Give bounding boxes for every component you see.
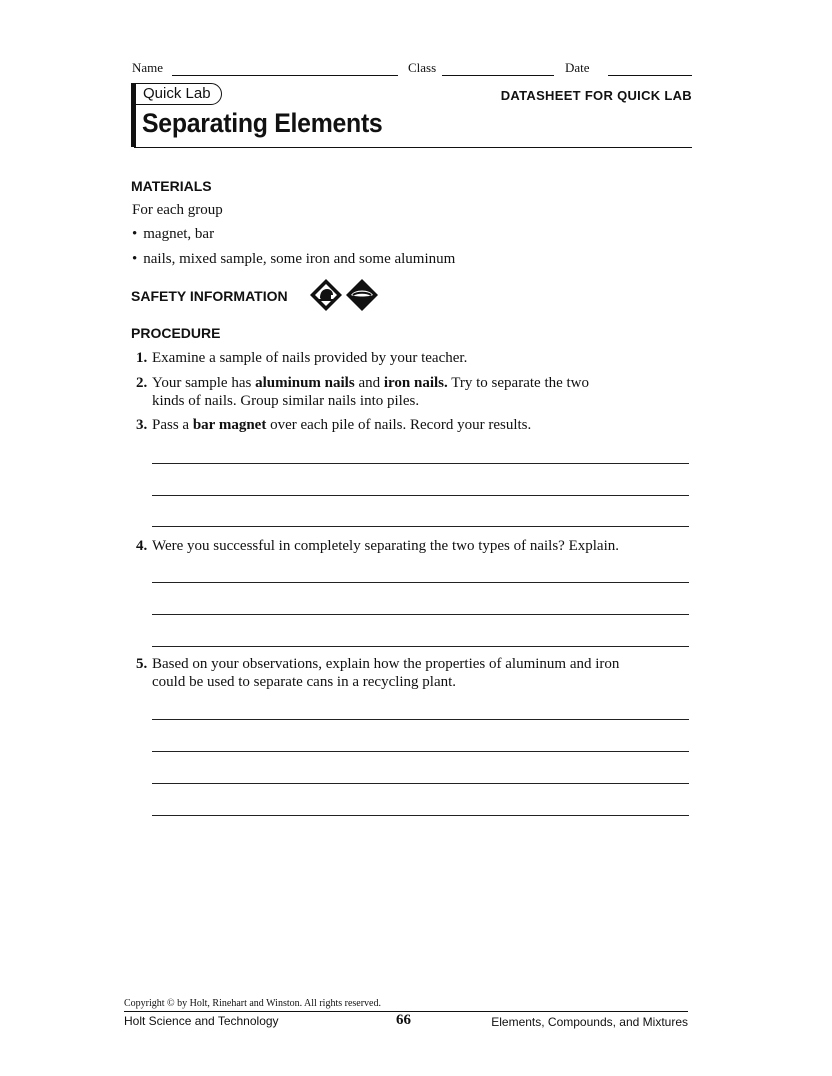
answer-line-step4-3[interactable] <box>152 646 689 647</box>
step-text: Try to separate the two <box>447 375 590 391</box>
step-text: over each pile of nails. Record your results. <box>266 417 532 433</box>
step-text-continued: could be used to separate cans in a recycling plant. <box>152 674 457 690</box>
materials-intro: For each group <box>132 202 223 218</box>
answer-line-step4-2[interactable] <box>152 614 689 615</box>
answer-line-step3-1[interactable] <box>152 463 689 464</box>
answer-line-step3-2[interactable] <box>152 495 689 496</box>
date-field[interactable] <box>608 75 692 76</box>
step-number: 3. <box>136 417 148 433</box>
header-fields <box>132 60 692 80</box>
step-number: 5. <box>136 656 148 672</box>
step-text-continued: kinds of nails. Group similar nails into piles. <box>152 393 420 409</box>
footer-publisher: Holt Science and Technology <box>124 1014 279 1028</box>
procedure-step-4 <box>136 537 696 555</box>
procedure-step-3 <box>136 416 696 434</box>
eye-safety-icon <box>346 279 378 311</box>
step-number: 2. <box>136 375 148 391</box>
page-title: Separating Elements <box>142 108 383 138</box>
answer-line-step4-1[interactable] <box>152 582 689 583</box>
answer-line-step5-2[interactable] <box>152 751 689 752</box>
step-text: Based on your observations, explain how the properties of aluminum and iron <box>152 656 620 672</box>
answer-line-step5-3[interactable] <box>152 783 689 784</box>
page-number: 66 <box>396 1012 411 1028</box>
copyright-notice: Copyright © by Holt, Rinehart and Winston. All rights reserved. <box>124 998 381 1009</box>
hand-safety-icon <box>310 279 342 311</box>
procedure-step-2 <box>136 374 696 410</box>
materials-item-nails: • nails, mixed sample, some iron and some aluminum <box>132 251 455 268</box>
name-field[interactable] <box>172 75 398 76</box>
quick-lab-tag: Quick Lab <box>134 83 222 105</box>
step-text: and <box>354 375 384 391</box>
step-number: 1. <box>136 350 148 366</box>
step-emphasis: aluminum nails <box>255 375 355 391</box>
step-text: Your sample has <box>152 375 256 391</box>
materials-heading: MATERIALS <box>131 178 212 194</box>
safety-icons <box>309 278 381 314</box>
procedure-step-1 <box>136 349 696 367</box>
datasheet-title: DATASHEET FOR QUICK LAB <box>500 88 692 103</box>
step-number: 4. <box>136 538 148 554</box>
date-label: Date <box>565 60 590 75</box>
materials-item-magnet: • magnet, bar <box>132 226 214 243</box>
footer-chapter: Elements, Compounds, and Mixtures <box>491 1015 688 1029</box>
title-divider <box>134 147 692 148</box>
procedure-heading: PROCEDURE <box>131 325 221 341</box>
step-emphasis: bar magnet <box>192 417 267 433</box>
step-emphasis: iron nails. <box>383 375 448 391</box>
name-label: Name <box>132 60 164 75</box>
answer-line-step5-1[interactable] <box>152 719 689 720</box>
class-field[interactable] <box>442 75 554 76</box>
step-text: Examine a sample of nails provided by your teacher. <box>152 350 468 366</box>
answer-line-step3-3[interactable] <box>152 526 689 527</box>
step-text: Were you successful in completely separating the two types of nails? Explain. <box>152 538 619 554</box>
procedure-step-5 <box>136 655 696 691</box>
class-label: Class <box>408 60 437 75</box>
step-text: Pass a <box>152 417 193 433</box>
answer-line-step5-4[interactable] <box>152 815 689 816</box>
safety-heading: SAFETY INFORMATION <box>131 288 288 304</box>
